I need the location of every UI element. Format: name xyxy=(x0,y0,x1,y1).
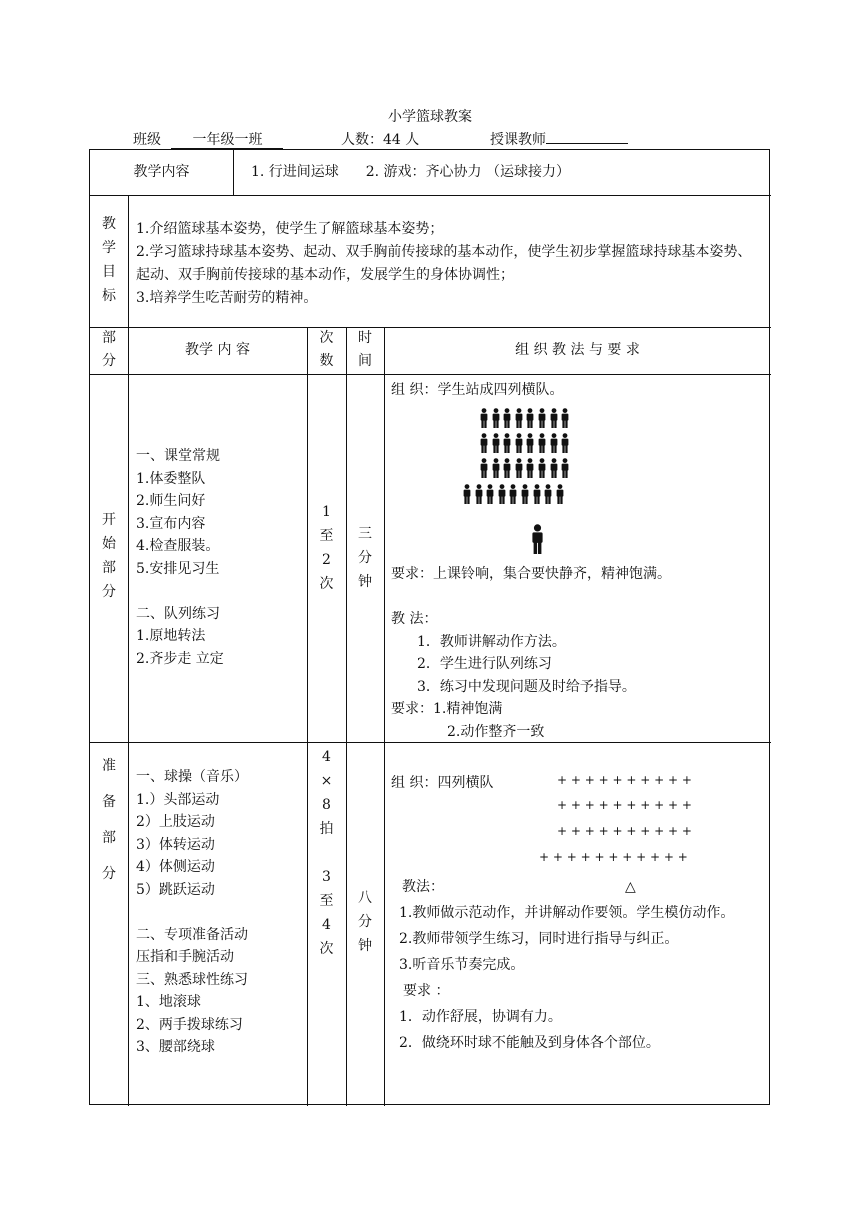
teacher-value xyxy=(546,143,628,144)
goals-text xyxy=(136,218,764,310)
count-value: 44 人 xyxy=(383,132,420,148)
start-method-item: 3．练习中发现问题及时给予指导。 xyxy=(417,678,636,695)
student-icon xyxy=(537,458,547,482)
start-times-char: 1 xyxy=(322,504,331,520)
col-divider xyxy=(346,327,347,1106)
student-icon xyxy=(491,458,501,482)
start-part-label xyxy=(90,508,128,604)
start-content-line: 二、队列练习 xyxy=(136,605,220,622)
prep-content-line: 三、熟悉球性练习 xyxy=(136,971,248,988)
prep-duration xyxy=(346,886,384,958)
start-content-line: 1.体委整队 xyxy=(136,470,206,487)
start-duration-char: 三 xyxy=(358,526,372,542)
prep-methods xyxy=(399,900,771,1056)
student-icon xyxy=(479,433,489,457)
prep-content-line: 5）跳跃运动 xyxy=(136,881,215,898)
start-duration xyxy=(346,522,384,594)
prep-req-item: 2．做绕环时球不能触及到身体各个部位。 xyxy=(399,1035,660,1051)
header-times-char: 数 xyxy=(319,353,334,369)
header-duration-char: 时 xyxy=(358,330,372,346)
goals-label-char: 学 xyxy=(102,240,116,256)
teacher-info xyxy=(490,129,628,149)
header-duration-char: 间 xyxy=(358,353,372,369)
prep-times-char: × xyxy=(320,773,333,789)
student-icon xyxy=(549,433,559,457)
start-part-char: 开 xyxy=(102,512,116,528)
start-content-line: 3.宣布内容 xyxy=(136,515,206,532)
start-content-line: 一、课堂常规 xyxy=(136,448,220,464)
student-icon xyxy=(560,433,570,457)
prep-content-line: 1.）头部运动 xyxy=(136,791,220,808)
prep-method-item: 2.教师带领学生练习，同时进行指导与纠正。 xyxy=(399,931,679,947)
prep-part-char: 分 xyxy=(102,866,116,882)
prep-part-label xyxy=(90,748,128,892)
student-icon xyxy=(514,433,524,457)
start-times-char: 2 xyxy=(322,552,331,568)
prep-content-line: 1、地滚球 xyxy=(136,994,201,1010)
start-requirement: 要求：上课铃响，集合要快静齐，精神饱满。 xyxy=(391,566,671,582)
prep-content-line xyxy=(136,901,248,924)
prep-part-char: 备 xyxy=(102,794,116,810)
prep-content-line: 3、腰部绕球 xyxy=(136,1039,215,1055)
prep-method-item: 3.听音乐节奏完成。 xyxy=(399,957,525,973)
student-icon xyxy=(485,484,495,508)
student-icon xyxy=(525,433,535,457)
header-part-char: 部 xyxy=(102,330,116,346)
count-label: 人数： xyxy=(341,132,383,148)
prep-content-line: 4）体侧运动 xyxy=(136,859,215,875)
goals-label-char: 标 xyxy=(102,288,116,304)
start-part-char: 分 xyxy=(102,584,116,600)
student-icon xyxy=(525,408,535,432)
start-req2-label: 要求： xyxy=(391,701,433,717)
prep-org: 组 织：四列横队 xyxy=(391,775,494,791)
student-icon xyxy=(514,458,524,482)
goal-line: 2.学习篮球持球基本姿势、起动、双手胸前传接球的基本动作，使学生初步掌握篮球持球基本姿势、起动、双手胸前传接球的基本动作，发展学生的身体协调性； xyxy=(136,244,752,283)
prep-times-char: 8 xyxy=(322,797,331,813)
class-info xyxy=(133,129,283,149)
start-method-item: 2．学生进行队列练习 xyxy=(417,656,552,672)
student-count xyxy=(341,129,419,149)
col-divider xyxy=(307,327,308,1106)
document-title: 小学篮球教案 xyxy=(388,109,472,125)
row-divider xyxy=(90,195,771,196)
start-req2-item: 2.动作整齐一致 xyxy=(447,723,545,740)
teacher-icon xyxy=(530,521,545,561)
header-content: 教学 内 容 xyxy=(185,342,250,358)
start-times-char: 至 xyxy=(319,528,334,544)
student-icon xyxy=(525,458,535,482)
prep-content-line: 一、球操（音乐） xyxy=(136,769,248,785)
plus-row: + + + + + + + + + + xyxy=(557,773,692,787)
prep-method-item: 1.教师做示范动作，并讲解动作要领。学生模仿动作。 xyxy=(399,905,735,921)
student-icon xyxy=(543,484,553,508)
plus-row: + + + + + + + + + + + xyxy=(539,850,688,864)
start-duration-char: 钟 xyxy=(358,574,372,590)
student-icon xyxy=(462,484,472,508)
student-icon xyxy=(560,408,570,432)
header-duration xyxy=(346,327,384,373)
goals-label-char: 目 xyxy=(102,264,116,280)
prep-times xyxy=(307,745,346,961)
prep-req-label: 要求 ： xyxy=(403,983,450,999)
start-times xyxy=(307,500,346,596)
student-icon xyxy=(537,408,547,432)
student-icon xyxy=(514,408,524,432)
student-icon xyxy=(520,484,530,508)
header-part-char: 分 xyxy=(102,353,116,369)
start-duration-char: 分 xyxy=(358,550,372,566)
start-content-line: 2.师生问好 xyxy=(136,493,206,509)
student-icon xyxy=(479,408,489,432)
col-divider xyxy=(233,150,234,195)
student-icon xyxy=(537,433,547,457)
start-part-char: 部 xyxy=(102,560,116,576)
student-icon xyxy=(560,458,570,482)
lesson-table xyxy=(89,149,770,1105)
start-method-label: 教 法： xyxy=(391,611,438,627)
content-items xyxy=(251,150,570,195)
prep-duration-char: 八 xyxy=(358,890,372,906)
goals-label-char: 教 xyxy=(102,216,116,232)
student-icon xyxy=(491,408,501,432)
class-value: 一年级一班 xyxy=(171,132,283,149)
prep-content-line: 2）上肢运动 xyxy=(136,814,215,830)
prep-duration-char: 分 xyxy=(358,914,372,930)
prep-times-char: 4 xyxy=(322,917,331,933)
content-item-2: 2. 游戏：齐心协力 （运球接力） xyxy=(365,164,570,180)
start-content xyxy=(136,445,224,670)
start-content-line: 2.齐步走 立定 xyxy=(136,650,224,667)
student-formation xyxy=(384,408,771,558)
teacher-triangle-icon: △ xyxy=(625,879,636,895)
prep-content-line: 3）体转运动 xyxy=(136,836,215,853)
goal-line: 1.介绍篮球基本姿势，使学生了解篮球基本姿势； xyxy=(136,221,444,237)
prep-content-line: 2、两手拨球练习 xyxy=(136,1016,243,1033)
prep-times-char xyxy=(307,841,346,865)
start-org: 组 织：学生站成四列横队。 xyxy=(391,382,564,398)
prep-times-char: 至 xyxy=(319,893,334,909)
prep-req-item: 1．动作舒展，协调有力。 xyxy=(399,1009,562,1025)
prep-content-line: 压指和手腕活动 xyxy=(136,949,234,965)
header-part xyxy=(90,327,128,373)
student-icon xyxy=(555,484,565,508)
goals-label xyxy=(90,212,128,308)
row-divider xyxy=(90,374,771,375)
student-icon xyxy=(497,484,507,508)
content-label: 教学内容 xyxy=(133,164,190,180)
start-content-line xyxy=(136,580,224,603)
prep-part-char: 准 xyxy=(102,758,116,774)
goal-line: 3.培养学生吃苦耐劳的精神。 xyxy=(136,290,318,306)
prep-times-char: 次 xyxy=(319,941,334,957)
prep-times-char: 3 xyxy=(322,869,331,885)
student-icon xyxy=(491,433,501,457)
header-times-char: 次 xyxy=(319,330,334,346)
student-icon xyxy=(502,408,512,432)
prep-times-char: 拍 xyxy=(319,821,334,837)
start-content-line: 1.原地转法 xyxy=(136,628,206,644)
prep-duration-char: 钟 xyxy=(358,938,372,954)
plus-row: + + + + + + + + + + xyxy=(557,824,692,838)
student-icon xyxy=(549,408,559,432)
plus-row: + + + + + + + + + + xyxy=(557,798,692,812)
student-icon xyxy=(502,458,512,482)
start-content-line: 4.检查服装。 xyxy=(136,538,220,554)
prep-method-label: 教法： xyxy=(402,879,444,895)
start-times-char: 次 xyxy=(319,576,334,592)
student-icon xyxy=(532,484,542,508)
teacher-label: 授课教师 xyxy=(490,132,546,148)
content-item-1: 1. 行进间运球 xyxy=(251,164,339,180)
student-icon xyxy=(474,484,484,508)
prep-times-char: 4 xyxy=(322,749,331,765)
header-method: 组 织 教 法 与 要 求 xyxy=(515,342,640,358)
student-icon xyxy=(549,458,559,482)
prep-content-line: 二、专项准备活动 xyxy=(136,926,248,943)
student-icon xyxy=(479,458,489,482)
start-method-item: 1．教师讲解动作方法。 xyxy=(417,633,566,650)
student-icon xyxy=(502,433,512,457)
prep-part-char: 部 xyxy=(102,830,116,846)
prep-content xyxy=(136,766,248,1059)
start-content-line: 5.安排见习生 xyxy=(136,560,220,577)
class-label: 班级 xyxy=(133,132,161,148)
start-methods xyxy=(391,608,636,743)
start-part-char: 始 xyxy=(102,536,116,552)
start-req2-item: 1.精神饱满 xyxy=(433,701,503,717)
header-times xyxy=(307,327,346,373)
student-icon xyxy=(508,484,518,508)
